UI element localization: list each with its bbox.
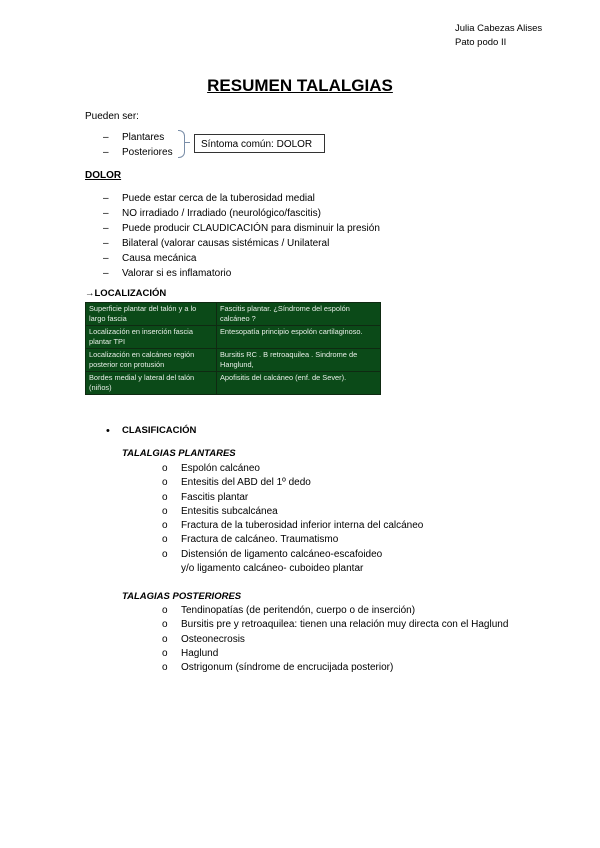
page-title: RESUMEN TALALGIAS xyxy=(207,76,393,95)
circle-bullet-icon: o xyxy=(162,477,168,489)
list-item-text: Distensión de ligamento calcáneo-escafoideo xyxy=(181,548,383,560)
list-item xyxy=(162,548,423,562)
list-item: – Plantares xyxy=(103,130,173,145)
circle-bullet-icon: o xyxy=(162,662,168,674)
list-item-text: Entesitis subcalcánea xyxy=(181,505,278,517)
list-item-text: Espolón calcáneo xyxy=(181,463,260,474)
plantares-list xyxy=(162,462,423,576)
list-item-text: Fractura de calcáneo. Traumatismo xyxy=(181,534,339,546)
dolor-list xyxy=(103,191,380,281)
circle-bullet-icon: o xyxy=(162,491,168,503)
list-item: – Puede producir CLAUDICACIÓN para disminuir la presión xyxy=(103,221,380,236)
subject-name: Pato podo II xyxy=(455,37,507,48)
list-item xyxy=(162,604,508,618)
circle-bullet-icon: o xyxy=(162,463,168,474)
list-item-text: Ostrigonum (síndrome de encrucijada posterior) xyxy=(181,662,394,674)
list-item-text: Entesitis del ABD del 1º dedo xyxy=(181,477,311,489)
table-row xyxy=(86,303,381,326)
list-item: – Puede estar cerca de la tuberosidad medial xyxy=(103,191,380,206)
bullet-icon: • xyxy=(106,425,110,437)
table-cell: Entesopatía principio espolón cartilaginoso. xyxy=(217,326,381,349)
list-item xyxy=(162,618,508,632)
list-item xyxy=(162,491,423,505)
list-item xyxy=(162,476,423,490)
posteriores-list xyxy=(162,604,508,675)
circle-bullet-icon: o xyxy=(162,505,168,517)
table-cell: Superficie plantar del talón y a lo largo fascia xyxy=(86,303,217,326)
list-item xyxy=(162,519,423,533)
list-item-text: Bursitis pre y retroaquilea: tienen una relación muy directa con el Haglund xyxy=(181,619,509,631)
table-cell: Fascitis plantar. ¿Síndrome del espolón calcáneo ? xyxy=(217,303,381,326)
posteriores-heading: TALAGIAS POSTERIORES xyxy=(122,591,242,602)
circle-bullet-icon: o xyxy=(162,647,168,659)
list-item xyxy=(162,647,508,661)
clasificacion-heading: CLASIFICACIÓN xyxy=(122,425,197,436)
table-row xyxy=(86,372,381,395)
table-cell: Localización en inserción fascia plantar TPI xyxy=(86,326,217,349)
list-item: – Posteriores xyxy=(103,145,173,160)
author-name: Julia Cabezas Alises xyxy=(455,23,543,34)
list-item-text: Osteonecrosis xyxy=(181,633,245,645)
circle-bullet-icon: o xyxy=(162,548,168,560)
localizacion-heading: →LOCALIZACIÓN xyxy=(85,288,167,299)
list-item xyxy=(162,505,423,519)
circle-bullet-icon: o xyxy=(162,520,168,532)
list-item xyxy=(162,633,508,647)
table-row xyxy=(86,326,381,349)
common-symptom-box: Síntoma común: DOLOR xyxy=(194,134,325,153)
list-item-continuation: y/o ligamento calcáneo- cuboideo plantar xyxy=(181,563,364,575)
localizacion-table xyxy=(85,302,381,395)
types-list xyxy=(103,130,173,160)
circle-bullet-icon: o xyxy=(162,605,168,616)
plantares-heading: TALALGIAS PLANTARES xyxy=(122,448,236,459)
intro-text: Pueden ser: xyxy=(85,111,139,122)
list-item: – Valorar si es inflamatorio xyxy=(103,266,380,281)
list-item-text: Haglund xyxy=(181,647,219,659)
list-item: – Causa mecánica xyxy=(103,251,380,266)
list-item: – NO irradiado / Irradiado (neurológico/fascitis) xyxy=(103,206,380,221)
brace-shape xyxy=(178,130,185,158)
list-item: – Bilateral (valorar causas sistémicas / Unilateral xyxy=(103,236,380,251)
circle-bullet-icon: o xyxy=(162,534,168,546)
document-header xyxy=(455,22,542,50)
table-cell: Localización en calcáneo región posterior con protusión xyxy=(86,349,217,372)
table-cell: Apofisitis del calcáneo (enf. de Sever). xyxy=(217,372,381,395)
table-cell: Bursitis RC . B retroaquilea . Sindrome de Hanglund, xyxy=(217,349,381,372)
list-item xyxy=(162,533,423,547)
list-item xyxy=(162,661,508,675)
list-item-text: Fascitis plantar xyxy=(181,491,249,503)
brace-tip xyxy=(184,142,190,143)
list-item xyxy=(162,462,423,476)
list-item-text: Fractura de la tuberosidad inferior interna del calcáneo xyxy=(181,520,424,532)
table-cell: Bordes medial y lateral del talón (niños) xyxy=(86,372,217,395)
table-row xyxy=(86,349,381,372)
circle-bullet-icon: o xyxy=(162,633,168,645)
list-item-text: Tendinopatías (de peritendón, cuerpo o de inserción) xyxy=(181,605,416,616)
dolor-heading: DOLOR xyxy=(85,170,122,181)
circle-bullet-icon: o xyxy=(162,619,168,631)
